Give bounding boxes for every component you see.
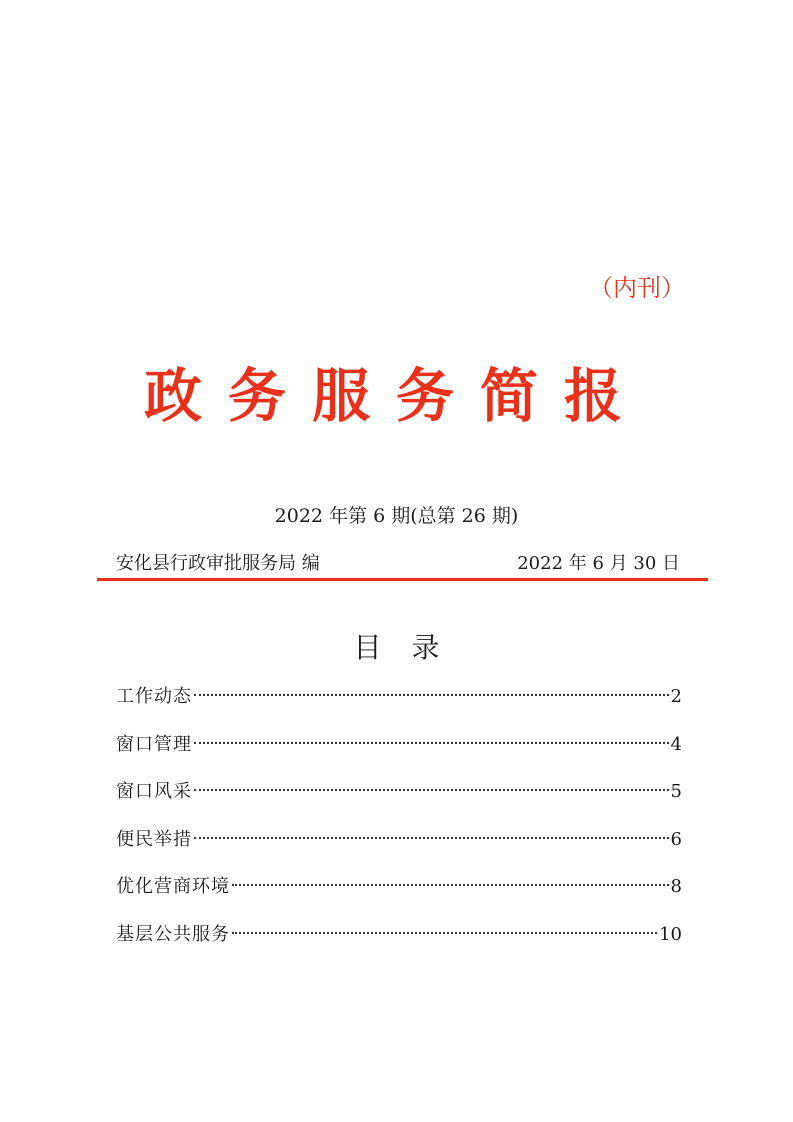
- toc-title: 目录: [353, 631, 470, 664]
- dot-leader: [194, 837, 669, 839]
- toc-item[interactable]: [116, 777, 682, 825]
- toc-item-page: 8: [670, 876, 682, 897]
- internal-publication-tag: （内刊）: [589, 274, 685, 302]
- toc-item-page: 4: [670, 733, 682, 755]
- red-divider-line: [97, 578, 708, 581]
- bulletin-title: 政务服务简报: [143, 362, 648, 430]
- toc-item-page: 2: [670, 686, 682, 707]
- toc-item[interactable]: [116, 920, 682, 968]
- toc-item[interactable]: [116, 872, 682, 920]
- dot-leader: [194, 742, 669, 744]
- toc-item[interactable]: [116, 730, 682, 778]
- table-of-contents: [116, 682, 682, 967]
- toc-item[interactable]: [116, 825, 682, 873]
- toc-item-label: 工作动态: [116, 686, 192, 707]
- publisher: 安化县行政审批服务局 编: [116, 553, 320, 574]
- toc-item[interactable]: [116, 682, 682, 730]
- issue-number: 2022 年第 6 期(总第 26 期): [274, 505, 519, 527]
- toc-item-label: 基层公共服务: [116, 923, 230, 945]
- publisher-row: [116, 551, 680, 577]
- dot-leader: [194, 789, 669, 791]
- publish-date: 2022 年 6 月 30 日: [517, 553, 680, 574]
- dot-leader: [232, 932, 657, 934]
- toc-item-label: 窗口管理: [116, 733, 192, 755]
- toc-item-label: 便民举措: [116, 828, 192, 850]
- toc-item-page: 10: [659, 923, 682, 945]
- toc-item-label: 窗口风采: [116, 781, 192, 802]
- toc-item-page: 6: [670, 828, 682, 850]
- dot-leader: [232, 884, 669, 886]
- toc-item-label: 优化营商环境: [116, 876, 230, 897]
- dot-leader: [194, 694, 669, 696]
- toc-item-page: 5: [670, 781, 682, 802]
